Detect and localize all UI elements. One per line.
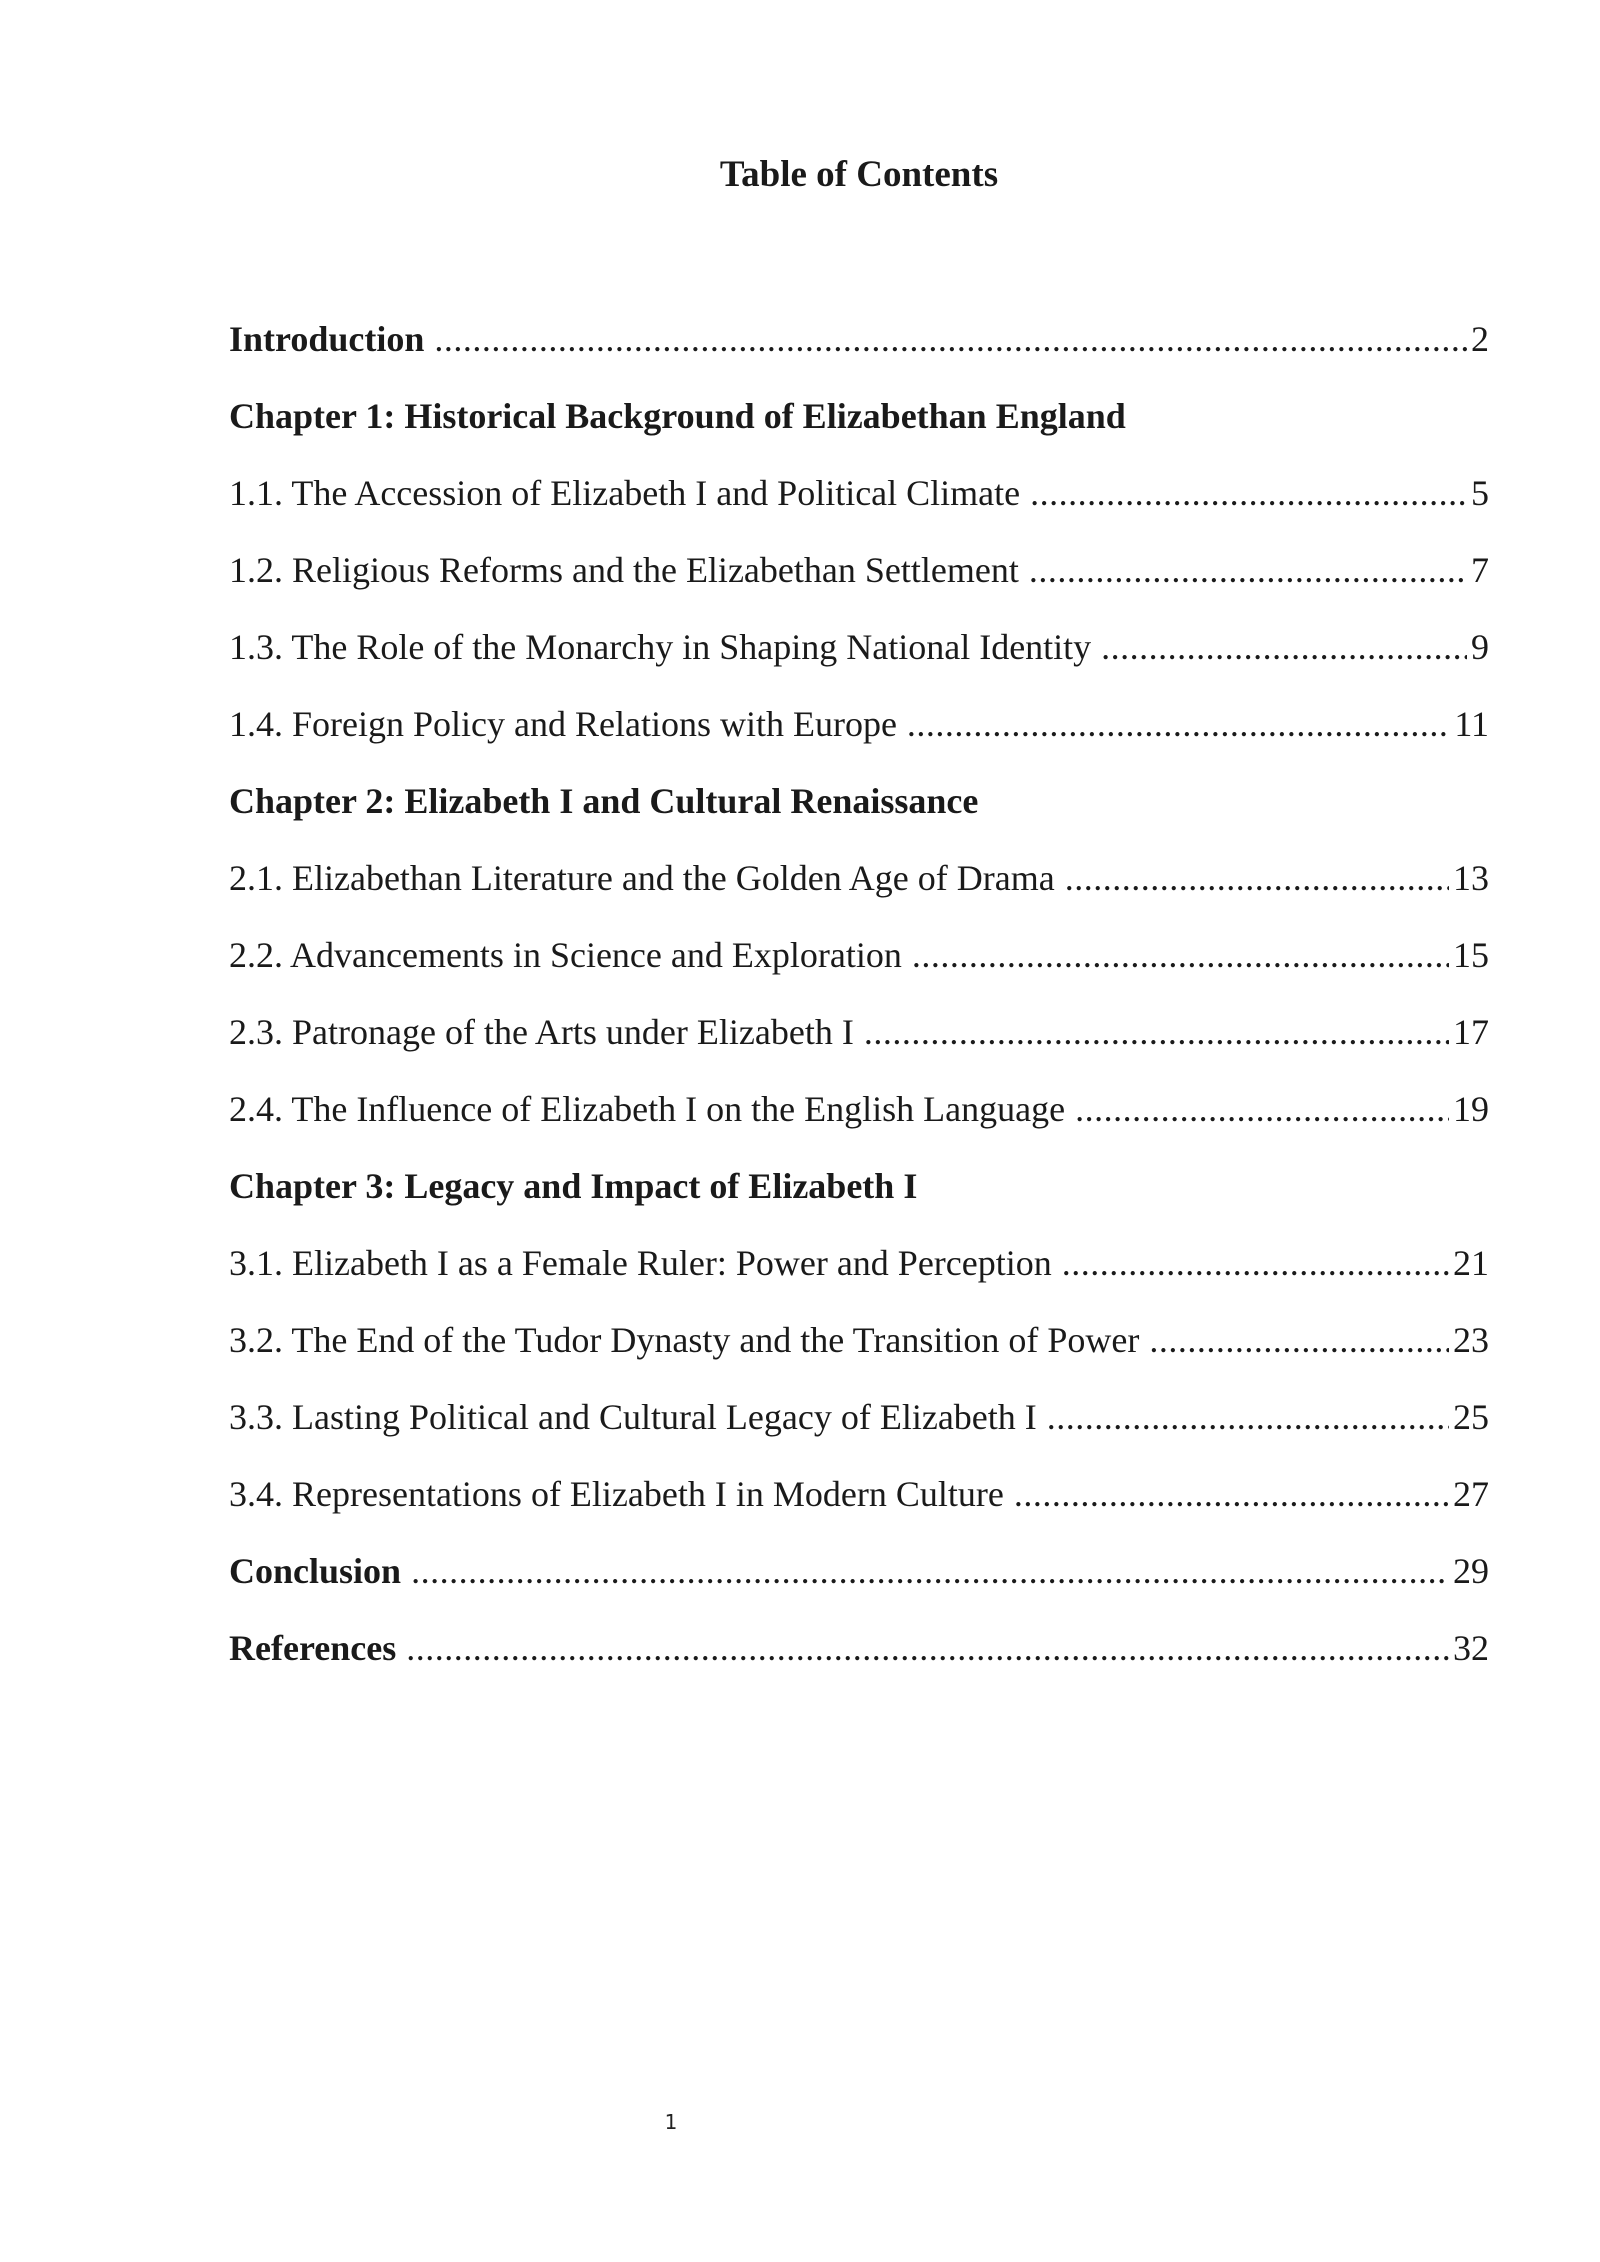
toc-entry-label: 2.3. Patronage of the Arts under Elizabeth I — [229, 1011, 854, 1052]
toc-entry — [229, 1224, 1489, 1301]
toc-entry — [229, 1455, 1489, 1532]
toc-entry-label: 3.2. The End of the Tudor Dynasty and the Transition of Power — [229, 1319, 1140, 1360]
toc-entry-page-number: 19 — [1453, 1088, 1489, 1129]
toc-entry-page-number: 32 — [1453, 1627, 1489, 1668]
toc-entry-page-number: 23 — [1453, 1319, 1489, 1360]
dot-leader — [411, 1550, 1449, 1592]
toc-entry — [229, 1070, 1489, 1147]
toc-chapter-heading — [229, 1147, 1489, 1224]
dot-leader — [1014, 1473, 1449, 1515]
toc-chapter-heading — [229, 762, 1489, 839]
toc-entry — [229, 608, 1489, 685]
toc-entry-label: 1.4. Foreign Policy and Relations with Europe — [229, 703, 897, 744]
dot-leader — [434, 318, 1467, 360]
dot-leader — [1149, 1319, 1449, 1361]
toc-entry-page-number: 15 — [1453, 934, 1489, 975]
dot-leader — [1075, 1088, 1449, 1130]
toc-entry-label: 1.1. The Accession of Elizabeth I and Political Climate — [229, 472, 1021, 513]
dot-leader — [1029, 549, 1467, 591]
toc-entry — [229, 993, 1489, 1070]
dot-leader — [864, 1011, 1449, 1053]
page-number: 1 — [664, 2110, 678, 2134]
dot-leader — [1065, 857, 1449, 899]
toc-entry-label: 3.4. Representations of Elizabeth I in Modern Culture — [229, 1473, 1004, 1514]
toc-entry — [229, 1609, 1489, 1686]
toc-entry — [229, 531, 1489, 608]
dot-leader — [1101, 626, 1467, 668]
toc-entry-page-number: 29 — [1453, 1550, 1489, 1591]
toc-entry-label: Chapter 2: Elizabeth I and Cultural Renaissance — [229, 780, 979, 821]
toc-entry-page-number: 17 — [1453, 1011, 1489, 1052]
toc-entry-page-number: 2 — [1471, 318, 1489, 359]
toc-entry-label: Chapter 1: Historical Background of Elizabethan England — [229, 395, 1126, 436]
toc-entry-label: 2.1. Elizabethan Literature and the Golden Age of Drama — [229, 857, 1055, 898]
toc-entry-page-number: 13 — [1453, 857, 1489, 898]
toc-entry-page-number: 27 — [1453, 1473, 1489, 1514]
toc-entry-page-number: 7 — [1471, 549, 1489, 590]
toc-entry-label: 1.2. Religious Reforms and the Elizabethan Settlement — [229, 549, 1019, 590]
toc-entry — [229, 839, 1489, 916]
toc-entry-page-number: 9 — [1471, 626, 1489, 667]
dot-leader — [1047, 1396, 1449, 1438]
toc-entry-page-number: 21 — [1453, 1242, 1489, 1283]
toc-entry-label: 2.4. The Influence of Elizabeth I on the English Language — [229, 1088, 1066, 1129]
toc-entry-label: Conclusion — [229, 1550, 402, 1591]
dot-leader — [406, 1627, 1449, 1669]
toc-entry-label: 3.1. Elizabeth I as a Female Ruler: Power and Perception — [229, 1242, 1052, 1283]
dot-leader — [1062, 1242, 1449, 1284]
toc-chapter-heading — [229, 377, 1489, 454]
toc-entry-label: 2.2. Advancements in Science and Exploration — [229, 934, 902, 975]
toc-entry-label: Introduction — [229, 318, 425, 359]
toc-entry — [229, 1301, 1489, 1378]
page-title: Table of Contents — [719, 154, 999, 195]
toc-entry — [229, 1532, 1489, 1609]
toc-entry-label: Chapter 3: Legacy and Impact of Elizabeth I — [229, 1165, 918, 1206]
toc-entry-page-number: 25 — [1453, 1396, 1489, 1437]
toc-entry-page-number: 11 — [1454, 703, 1489, 744]
toc-entry — [229, 685, 1489, 762]
dot-leader — [907, 703, 1450, 745]
toc-entry — [229, 1378, 1489, 1455]
table-of-contents — [229, 300, 1489, 1686]
dot-leader — [1030, 472, 1467, 514]
toc-entry — [229, 300, 1489, 377]
toc-entry — [229, 916, 1489, 993]
toc-entry-label: 1.3. The Role of the Monarchy in Shaping National Identity — [229, 626, 1092, 667]
toc-entry-label: References — [229, 1627, 397, 1668]
toc-entry — [229, 454, 1489, 531]
toc-entry-page-number: 5 — [1471, 472, 1489, 513]
toc-entry-label: 3.3. Lasting Political and Cultural Legacy of Elizabeth I — [229, 1396, 1037, 1437]
dot-leader — [912, 934, 1449, 976]
